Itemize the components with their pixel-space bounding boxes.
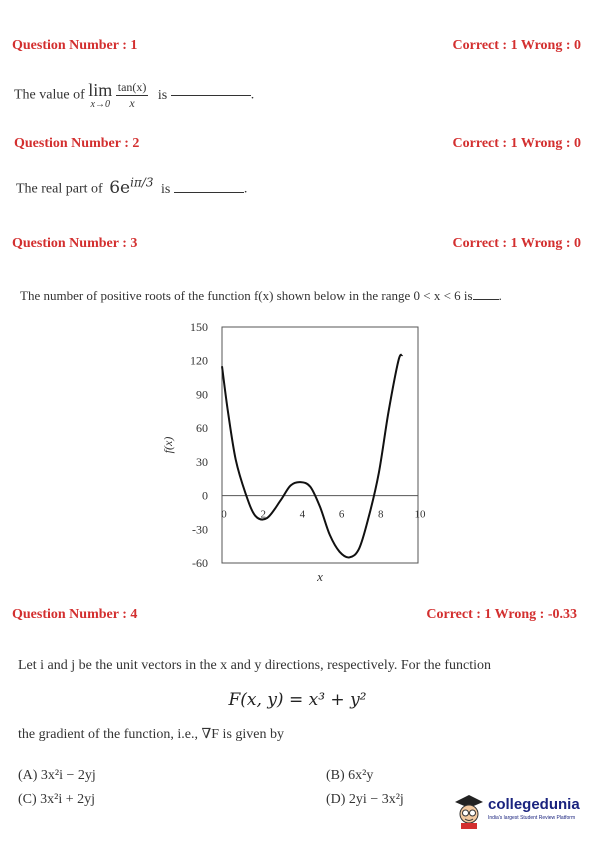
fraction [116,80,149,111]
brand-logo [452,790,592,834]
x-tick-label: 6 [338,508,345,521]
function-curve [222,355,402,558]
q2-expression-exponent: iπ/3 [130,175,154,189]
q2-suffix: is [160,181,171,197]
y-tick-label: -60 [192,556,208,570]
option-a: (A) 3x²i − 2yj [18,768,96,783]
question-1-text: The value of lim x→0 $\frac{\tan(x)}{x}$ is . [14,80,255,110]
y-tick-label: 30 [196,454,208,469]
q2-expression [109,175,154,198]
y-axis-label: f(x) [161,436,175,454]
question-4-equation: F(x, y) = x³ + y² [228,690,367,710]
option-d: (D) 2yi − 3x²j [326,792,404,807]
answer-blank-2 [174,192,244,193]
question-2-header: Question Number : 2 [14,136,140,151]
plot-frame [222,327,418,563]
y-tick-label: 120 [190,353,208,368]
question-3-score: Correct : 1 Wrong : 0 [452,236,581,251]
question-3-header: Question Number : 3 [12,236,138,251]
question-1-score: Correct : 1 Wrong : 0 [452,38,581,53]
y-tick-label: 60 [196,421,208,436]
fraction-numerator: tan(x) [117,80,147,94]
question-1-header: Question Number : 1 [12,38,138,53]
y-tick-label: 0 [202,488,208,503]
y-tick-label: -30 [192,522,208,537]
answer-blank-1 [171,95,251,96]
question-4-score: Correct : 1 Wrong : -0.33 [426,607,577,622]
q2-expression-base: 6e [109,177,131,198]
x-tick-label: 10 [414,508,426,521]
q1-prefix: The value of [14,87,85,103]
x-tick-label: 8 [378,508,384,521]
brand-name: collegedunia [488,796,580,813]
q3-period: . [498,288,502,303]
mascot-icon [452,790,486,830]
question-4-text-2: the gradient of the function, i.e., ∇F is given by [18,727,284,742]
y-tick-label: 90 [196,387,208,402]
limit-subscript: x→0 [90,99,110,110]
answer-blank-3 [473,299,499,300]
option-c: (C) 3x²i + 2yj [18,792,96,807]
question-3-text [20,288,502,304]
q3-text: The number of positive roots of the function f(x) shown below in the range 0 < x < 6 is [20,288,473,303]
fraction-denominator: x [129,96,135,110]
limit-symbol: lim [88,80,113,100]
limit [88,81,112,110]
x-tick-label: 4 [299,508,306,521]
option-b: (B) 6x²y [326,768,374,783]
question-2-text: The real part of $6e^{i\pi/3}$ is . [16,175,248,198]
q2-prefix: The real part of [16,181,103,197]
y-tick-labels [190,320,208,570]
y-tick-label: 150 [190,320,208,334]
question-2-score: Correct : 1 Wrong : 0 [452,136,581,151]
brand-tagline: India's largest Student Review Platform [488,815,576,821]
q1-suffix: is [157,87,168,103]
function-plot [150,315,450,595]
question-4-header: Question Number : 4 [12,607,138,622]
x-axis-label: x [317,569,323,584]
x-tick-label: 2 [260,508,266,521]
question-4-text-1: Let i and j be the unit vectors in the x and y directions, respectively. For the function [18,658,492,673]
x-tick-label: 0 [221,508,227,521]
